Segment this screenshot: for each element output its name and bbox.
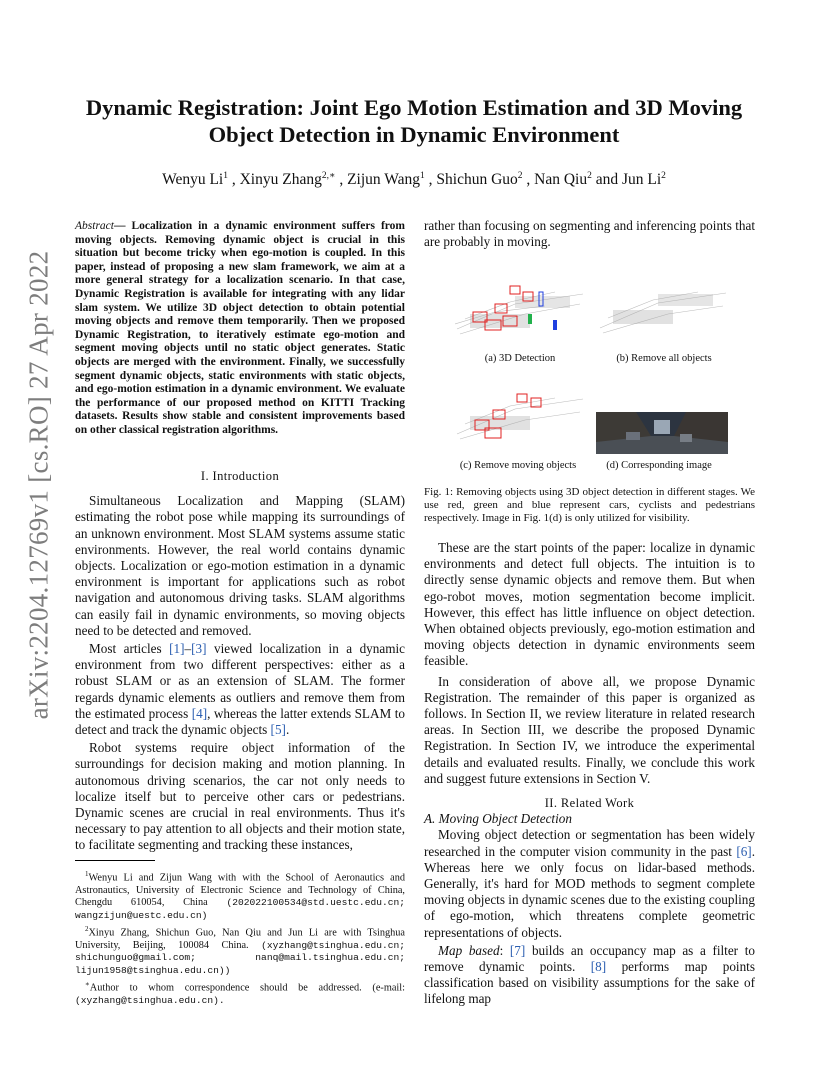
text-run: viewed localization in a dynamic environment from two different perspectives: either as a robust SLAM or as an extension of SLAM. The former regards dynamic elements as outliers and remove them from the estimated process [75, 641, 405, 721]
footnote-email: wangzijun@uestc.edu.cn) [75, 909, 208, 921]
subfigure-caption-a: (a) 3D Detection [484, 353, 556, 364]
subfigure-caption-c: (c) Remove moving objects [459, 460, 577, 471]
subfigure-caption-b: (b) Remove all objects [616, 353, 712, 364]
figure-panel-remove-moving [455, 384, 585, 448]
author-affiliation: 2 [517, 171, 523, 181]
author-name: Jun Li [621, 171, 662, 188]
right-column-intro [424, 218, 755, 250]
footnote-email: (202022100534@std.uestc.edu.cn; [226, 897, 405, 909]
introduction-section [75, 468, 405, 854]
paragraph [424, 827, 755, 940]
paragraph: These are the start points of the paper: localize in dynamic environments and detect full objects. The intuition is to directly sense dynamic objects and remove them. But when ego-robot moves, motion segmentation become implicit. However, this effect has little influence on object detection. When obtained objects previously, ego-motion estimation and moving objects detection in dynamic environments seem feasible. [424, 540, 755, 669]
abstract-text: Localization in a dynamic environment suffers from moving objects. Removing dynamic object is crucial in this situation but become tricky when ego-motion is coupled. In this paper, instead of proposing a new slam framework, we aim at a more general strategy for a localization scenario. In that case, Dynamic Registration is available for integrating with any lidar slam system. We utilize 3D object detection to obtain potential moving objects and remove them temporarily. Then we proposed Dynamic Registration, to iteratively estimate ego-motion and segment moving objects until no static object generates. Static objects are merged with the environment. Finally, we successfully segment dynamic objects, static environments with static objects, and ego-motion estimation in a dynamic environment. We evaluate the performance of our proposed method on KITTI Tracking datasets. Results show stable and consistent improvements based on other classical registration algorithms. [75, 220, 405, 436]
text-run: Moving object detection or segmentation has been widely researched in the computer vision community in the past [424, 827, 755, 859]
author-name: Zijun Wang [347, 171, 421, 188]
author-affiliation: 1 [223, 171, 228, 181]
footnote-email: lijun1958@tsinghua.edu.cn)) [75, 964, 231, 976]
footnote-rule [75, 860, 155, 861]
paragraph: Robot systems require object information of the surroundings for decision making and motion planning. In autonomous driving scenarios, the car not only needs to localize itself but to perceive other cars or pedestrians. Dynamic scenes are crucial in real environments. Thus it's necessary to pay attention to all objects and their motion state, to facilitate segmenting and tracking these instances, [75, 740, 405, 853]
author-affiliation: 2,∗ [321, 171, 336, 181]
title-line-2: Object Detection in Dynamic Environment [208, 122, 620, 147]
citation-link[interactable]: [8] [590, 959, 607, 975]
abstract [75, 220, 405, 438]
text-run: builds an occupancy map as a filter to remove dynamic points. [424, 942, 755, 975]
footnote [75, 978, 405, 1007]
author-affiliation: 2 [661, 171, 666, 181]
text-run: – [184, 641, 192, 657]
paragraph [75, 641, 405, 738]
footnote-email: (xyzhang@tsinghua.edu.cn; [261, 939, 405, 951]
citation-link[interactable]: [4] [191, 705, 208, 721]
paper-title [60, 94, 768, 148]
author-name: Xinyu Zhang [239, 171, 322, 188]
footnote-text: Xinyu Zhang, Shichun Guo, Nan Qiu and Jun Li are with Tsinghua University, Beijing, 100084 China. [75, 927, 405, 951]
text-run: , whereas the latter extends SLAM to detect and track the dynamic objects [75, 705, 405, 738]
footnote-text: Wenyu Li and Zijun Wang with with the School of Aeronautics and Astronautics, University of Electronic Science and Technology of China, Chengdu 610054, China [75, 872, 405, 909]
footnote-text: Author to whom correspondence should be addressed. (e-mail: [89, 982, 405, 994]
citation-link[interactable]: [3] [191, 641, 207, 657]
footnote-email: (xyzhang@tsinghua.edu.cn). [75, 994, 225, 1006]
subfigure-caption-d: (d) Corresponding image [606, 460, 712, 471]
text-run: Most articles [89, 641, 170, 657]
paragraph: rather than focusing on segmenting and inferencing points that are probably in moving. [424, 218, 755, 250]
abstract-label: Abstract [75, 220, 114, 232]
figure-panel-camera-image [596, 412, 728, 454]
footnote-marker: 1 [85, 870, 89, 878]
citation-link[interactable]: [6] [736, 843, 752, 859]
subsection-heading: A. Moving Object Detection [424, 811, 572, 827]
text-run: : [499, 942, 510, 958]
abstract-dash: — [113, 220, 132, 232]
author-name: Wenyu Li [162, 171, 224, 188]
section-heading: I. Introduction [200, 469, 280, 483]
footnote [75, 868, 405, 922]
text-run: performs map points classification based on visibility assumptions for the sake of lifelong map [424, 959, 755, 1007]
right-column-body [424, 540, 755, 1008]
author-name: Nan Qiu [534, 171, 588, 188]
arxiv-sidebar [14, 250, 64, 720]
footnote-email: shichunguo@gmail.com; nanq@mail.tsinghua.edu.cn; [75, 952, 405, 964]
footnotes [75, 868, 405, 1008]
title-line-1: Dynamic Registration: Joint Ego Motion Estimation and 3D Moving [85, 95, 743, 120]
author-affiliation: 1 [420, 171, 425, 181]
author-list: Wenyu Li$^1$ , Xinyu Zhang$^{2,∗}$ , Zijun Wang$^1$ , Shichun Guo$^2$ , Nan Qiu$^2$ and Jun Li$^2$ [162, 171, 666, 188]
arxiv-identifier: arXiv:2204.12769v1 [cs.RO] 27 Apr 2022 [23, 250, 54, 720]
citation-link[interactable]: [5] [270, 722, 286, 738]
figure-caption: Fig. 1: Removing objects using 3D object detection in different stages. We use red, green and blue represent cars, cyclists and pedestrians respectively. Image in Fig. 1(d) is only utilized for visibility. [424, 486, 755, 524]
paragraph: In consideration of above all, we propose Dynamic Registration. The remainder of this paper is organized as follows. In Section II, we review literature in related research areas. In Section III, we describe the proposed Dynamic Registration. In Section IV, we introduce the experimental details and evaluated results. Finally, we conclude this work and suggest future extensions in Section V. [424, 673, 755, 786]
citation-link[interactable]: [7] [509, 942, 526, 958]
author-name: Shichun Guo [436, 171, 518, 188]
paragraph [424, 943, 755, 1008]
text-run: . Whereas here we only focus on lidar-based methods. Generally, it's hard for MOD methods to segment complete moving objects in dynamic scenes due to the existing coupling of ego-motion, which threatens complete geometric representations of objects. [424, 843, 755, 940]
text-run: . [285, 722, 290, 738]
paragraph: Simultaneous Localization and Mapping (SLAM) estimating the robot pose while mapping its surroundings of an unknown environment. Most SLAM systems assume static environments. However, the real world contains dynamic objects. Localization or ego-motion estimation in a dynamic environment is important for applications such as robot navigation and autonomous driving tasks. SLAM algorithms can easily fail in dynamic environments, so moving objects need to be detected and removed. [75, 493, 405, 638]
paragraph-label: Map based [438, 942, 500, 958]
figure-panel-3d-detection [455, 274, 585, 344]
author-affiliation: 2 [587, 171, 592, 181]
footnote [75, 923, 405, 977]
footnote-marker: ∗ [85, 980, 90, 989]
citation-link[interactable]: [1] [169, 641, 185, 657]
figure-panel-remove-all [598, 278, 728, 342]
section-heading: II. Related Work [544, 796, 635, 811]
footnote-marker: 2 [85, 925, 89, 934]
